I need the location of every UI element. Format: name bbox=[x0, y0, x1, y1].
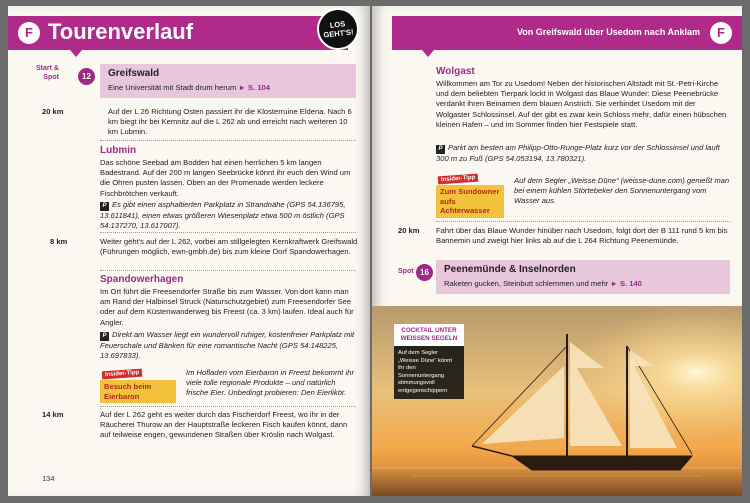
right-page bbox=[372, 6, 742, 496]
chapter-letter-badge: F bbox=[18, 22, 40, 44]
header-pointer-icon bbox=[70, 50, 82, 57]
caption-title: COCKTAIL UNTER WEISSEN SEGELN bbox=[394, 324, 464, 346]
page-number: 134 bbox=[42, 474, 55, 483]
km-marker: 14 km bbox=[42, 410, 64, 419]
insider-tip-title: Zum Sundowner aufs Achterwasser bbox=[436, 185, 504, 218]
badge-line-2: GEHT'S! bbox=[323, 27, 354, 40]
spot-page-ref[interactable]: ► S. 104 bbox=[238, 83, 271, 92]
insider-tip-title: Besuch beim Eierbaron bbox=[100, 380, 176, 403]
parking-text: Es gibt einen asphaltierten Parkplatz in Strandnähe (GPS 54.136795, 13.611841), einen etwas größeren Wiesenplatz etwa 500 m östlich (GPS 54.137270, 13.617007). bbox=[100, 200, 346, 231]
spot-title: Peenemünde & Inselnorden bbox=[444, 264, 576, 275]
section-title-lubmin: Lubmin bbox=[100, 145, 137, 156]
parking-text: Parkt am besten am Philipp-Otto-Runge-Platz kurz vor der Schlossinsel und lauft 300 m zu Fuß (GPS 54.053194, 13.780321). bbox=[436, 143, 720, 163]
parking-note-spandowerhagen bbox=[100, 330, 358, 361]
section-text-lubmin: Das schöne Seebad am Bodden hat einen herrlichen 5 km langen Badestrand. Auf der 200 m langen Seebrücke könnt ihr euch den Wind um die Ohren pusten lassen. Oben an der Promenade werden leckere Fischbrötchen verkauft. bbox=[100, 158, 351, 198]
chapter-title: Tourenverlauf bbox=[48, 19, 194, 44]
section-title-wolgast: Wolgast bbox=[436, 66, 475, 77]
parking-icon: P bbox=[100, 202, 109, 211]
divider bbox=[100, 232, 356, 233]
spot-box-peenemuende[interactable] bbox=[436, 260, 730, 294]
header-pointer-icon bbox=[422, 50, 434, 57]
spot-subtitle bbox=[108, 83, 270, 92]
insider-tip-text: Im Hofladen vom Eierbaron in Freest bekommt ihr viele tolle regionale Produkte – und natürlich frische Eier. Unbedingt probieren: Den Eierlikör. bbox=[186, 368, 354, 398]
spot-label: Spot bbox=[398, 268, 414, 275]
route-text: Fahrt über das Blaue Wunder hinüber nach Usedom, folgt dort der B 111 rund 5 km bis Bannemin und zweigt hier links ab auf die L 264 Richtung Peenemünde. bbox=[436, 226, 728, 246]
spot-page-ref[interactable]: ► S. 140 bbox=[610, 279, 642, 288]
route-text: Auf der L 26 Richtung Osten passiert ihr die Klosterruine Eldena. Nach 6 km biegt ihr bei Kemnitz auf die L 262 ab und erreicht nach weiteren 10 km Lubmin. bbox=[108, 107, 352, 137]
route-text: Auf der L 262 geht es weiter durch das Fischerdorf Freest, wo ihr in der Räucherei Thurow an der Hauptstraße leckeren Fisch kaufen könnt, dann auf teilweise engen, gewundenen Straßen über Kröslin nach Wolgast. bbox=[100, 410, 348, 440]
insider-tip-text: Auf dem Segler „Weisse Düne“ (weisse-dune.com) genießt man bei einem kühlen Störtebeker den Sonnenuntergang vom Wasser aus. bbox=[514, 176, 730, 206]
parking-icon: P bbox=[436, 145, 445, 154]
spot-title: Greifswald bbox=[108, 68, 160, 79]
route-text: Weiter geht's auf der L 262, vorbei am stillgelegten Kernkraftwerk Greifswald (Führungen möglich, ewn-gmbh.de) bis zum kleine Dorf Spandowerhagen. bbox=[100, 237, 358, 257]
divider bbox=[100, 140, 356, 141]
chapter-letter-badge: F bbox=[710, 22, 732, 44]
parking-note-wolgast bbox=[436, 143, 730, 164]
section-text-wolgast: Willkommen am Tor zu Usedom! Neben der historischen Altstadt mit St.-Petri-Kirche und dem beliebten Tierpark lockt in Wolgast das Blaue Wunder: Diese Peenebrücke verdankt ihren Beinamen dem blauen Anstrich. Sie verbindet Usedom mit der Wolgaster Schlossinsel. Auf der gibt es zwar kein Schloss mehr, dafür einen hübschen kleinen Hafen – und im Sommer finden hier Festspiele statt. bbox=[436, 79, 727, 129]
divider bbox=[100, 270, 356, 271]
spot-box-greifswald[interactable] bbox=[100, 64, 356, 98]
caption-text: Auf dem Segler „Weisse Düne“ könnt ihr den Sonnenuntergang stimmungsvoll entgegenschippern bbox=[394, 346, 464, 399]
spot-subtitle-text: Raketen gucken, Steinbutt schlemmen und mehr bbox=[444, 279, 609, 288]
chapter-header bbox=[8, 16, 348, 50]
chapter-header bbox=[392, 16, 742, 50]
left-page bbox=[8, 6, 370, 496]
section-text-spandowerhagen: Im Ort führt die Freesendorfer Straße bis zum Wasser. Von dort kann man am Rand der Halbinsel Struck (Naturschutzgebiet) zum Freesendorfer See oder auf dem Küstenwanderweg bis Freest (ca. 3 km) laufen. Ideal auch für Angler. bbox=[100, 287, 354, 327]
parking-text: Direkt am Wasser liegt ein wundervoll ruhiger, kostenfreier Parkplatz mit Feuerschale und Bänken für eine romantische Nacht (GPS 54.148225, 13.697833). bbox=[100, 330, 355, 361]
spot-label bbox=[36, 65, 59, 82]
spot-label-line-1: Start & bbox=[36, 65, 59, 72]
badge-line-1: LOS bbox=[329, 19, 346, 30]
insider-tip-label: Insider-Tipp bbox=[438, 174, 479, 185]
parking-icon: P bbox=[100, 332, 109, 341]
spot-label-line-2: Spot bbox=[43, 73, 59, 81]
spot-number-badge: 16 bbox=[416, 264, 433, 281]
insider-tip-label: Insider-Tipp bbox=[102, 369, 143, 380]
section-title-spandowerhagen: Spandowerhagen bbox=[100, 274, 184, 285]
chapter-header-title: Von Greifswald über Usedom nach Anklam bbox=[516, 27, 700, 37]
km-marker: 8 km bbox=[50, 237, 68, 246]
km-marker: 20 km bbox=[42, 107, 64, 116]
spot-subtitle-text: Eine Universität mit Stadt drum herum bbox=[108, 83, 237, 92]
spot-number-badge: 12 bbox=[78, 68, 95, 85]
divider bbox=[100, 406, 356, 407]
divider bbox=[436, 221, 730, 222]
parking-note-lubmin bbox=[100, 200, 358, 231]
km-marker: 20 km bbox=[398, 226, 420, 235]
photo-caption bbox=[394, 324, 464, 399]
spot-subtitle bbox=[444, 279, 642, 288]
